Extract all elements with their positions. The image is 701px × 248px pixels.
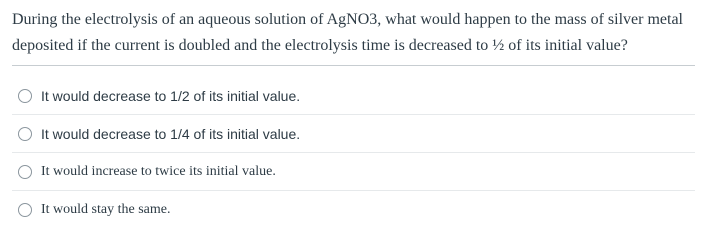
answer-option-4[interactable] [12,191,695,229]
answer-option-3[interactable] [12,153,695,191]
answer-label-4[interactable]: It would stay the same. [41,202,171,217]
answer-label-3[interactable]: It would increase to twice its initial value. [41,163,276,179]
question-text: During the electrolysis of an aqueous solution of AgNO3, what would happen to the mass of silver metal deposited if the current is doubled and the electrolysis time is decreased to ½ of its initial value? [12,11,683,54]
answer-label-1[interactable]: It would decrease to 1/2 of its initial value. [41,87,301,104]
answer-option-1[interactable] [12,77,695,115]
radio-button-1[interactable] [18,89,32,103]
question-divider [12,65,695,66]
radio-button-2[interactable] [18,127,32,141]
answer-list [12,77,695,229]
answer-option-2[interactable] [12,115,695,153]
radio-button-4[interactable] [18,203,32,217]
radio-button-3[interactable] [18,165,32,179]
answer-label-2[interactable]: It would decrease to 1/4 of its initial value. [41,125,301,142]
